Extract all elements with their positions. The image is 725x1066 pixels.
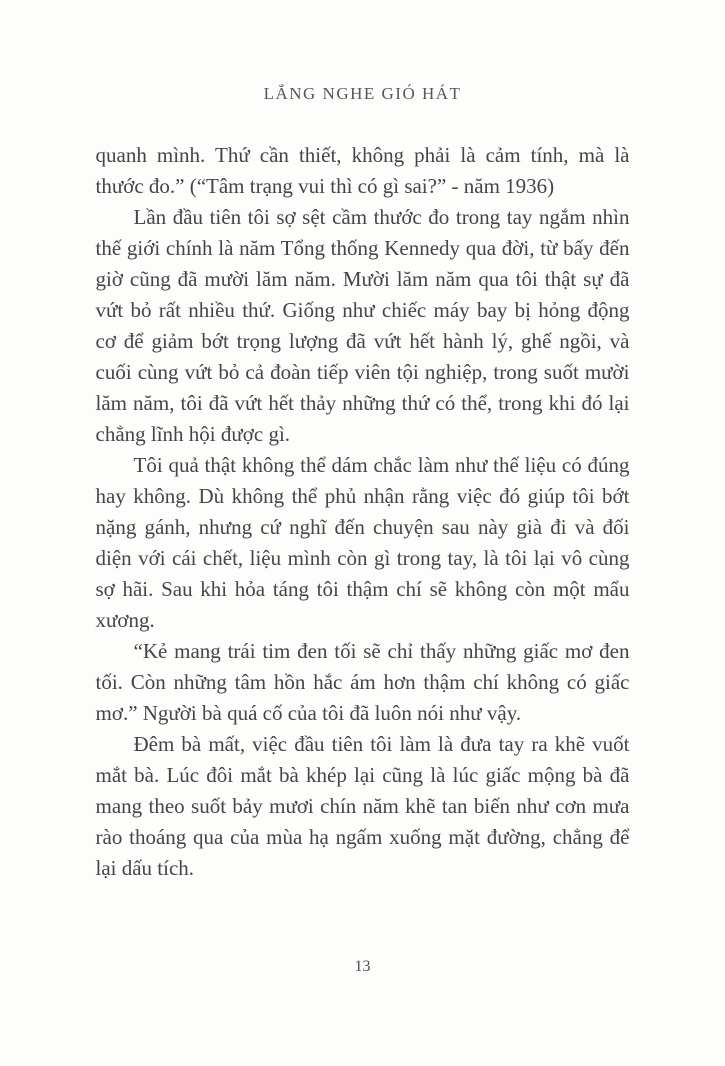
paragraph: Lần đầu tiên tôi sợ sệt cầm thước đo trong tay ngắm nhìn thế giới chính là năm Tổng thống Kennedy qua đời, từ bấy đến giờ cũng đã mười lăm năm. Mười lăm năm qua tôi thật sự đã vứt bỏ rất nhiều thứ. Giống như chiếc máy bay bị hỏng động cơ để giảm bớt trọng lượng đã vứt hết hành lý, ghế ngồi, và cuối cùng vứt bỏ cả đoàn tiếp viên tội nghiệp, trong suốt mười lăm năm, tôi đã vứt hết thảy những thứ có thể, trong khi đó lại chẳng lĩnh hội được gì.	[95, 205, 630, 446]
page-number: 13	[354, 958, 371, 975]
paragraph-continuation: quanh mình. Thứ cần thiết, không phải là cảm tính, mà là thước đo.” (“Tâm trạng vui thì có gì sai?” - năm 1936)	[95, 143, 630, 198]
text-block	[96, 140, 630, 884]
paragraph: Tôi quả thật không thể dám chắc làm như thế liệu có đúng hay không. Dù không thể phủ nhận rằng việc đó giúp tôi bớt nặng gánh, nhưng cứ nghĩ đến chuyện sau này già đi và đối diện với cái chết, liệu mình còn gì trong tay, là tôi lại vô cùng sợ hãi. Sau khi hỏa táng tôi thậm chí sẽ không còn một mẩu xương.	[95, 453, 630, 632]
running-header: LẮNG NGHE GIÓ HÁT	[263, 84, 462, 103]
paragraph: Đêm bà mất, việc đầu tiên tôi làm là đưa tay ra khẽ vuốt mắt bà. Lúc đôi mắt bà khép lại cũng là lúc giấc mộng bà đã mang theo suốt bảy mươi chín năm khẽ tan biến như cơn mưa rào thoáng qua của mùa hạ ngấm xuống mặt đường, chẳng để lại dấu tích.	[95, 732, 630, 880]
paragraph: “Kẻ mang trái tim đen tối sẽ chỉ thấy những giấc mơ đen tối. Còn những tâm hồn hắc ám hơn thậm chí không có giấc mơ.” Người bà quá cố của tôi đã luôn nói như vậy.	[95, 639, 630, 725]
